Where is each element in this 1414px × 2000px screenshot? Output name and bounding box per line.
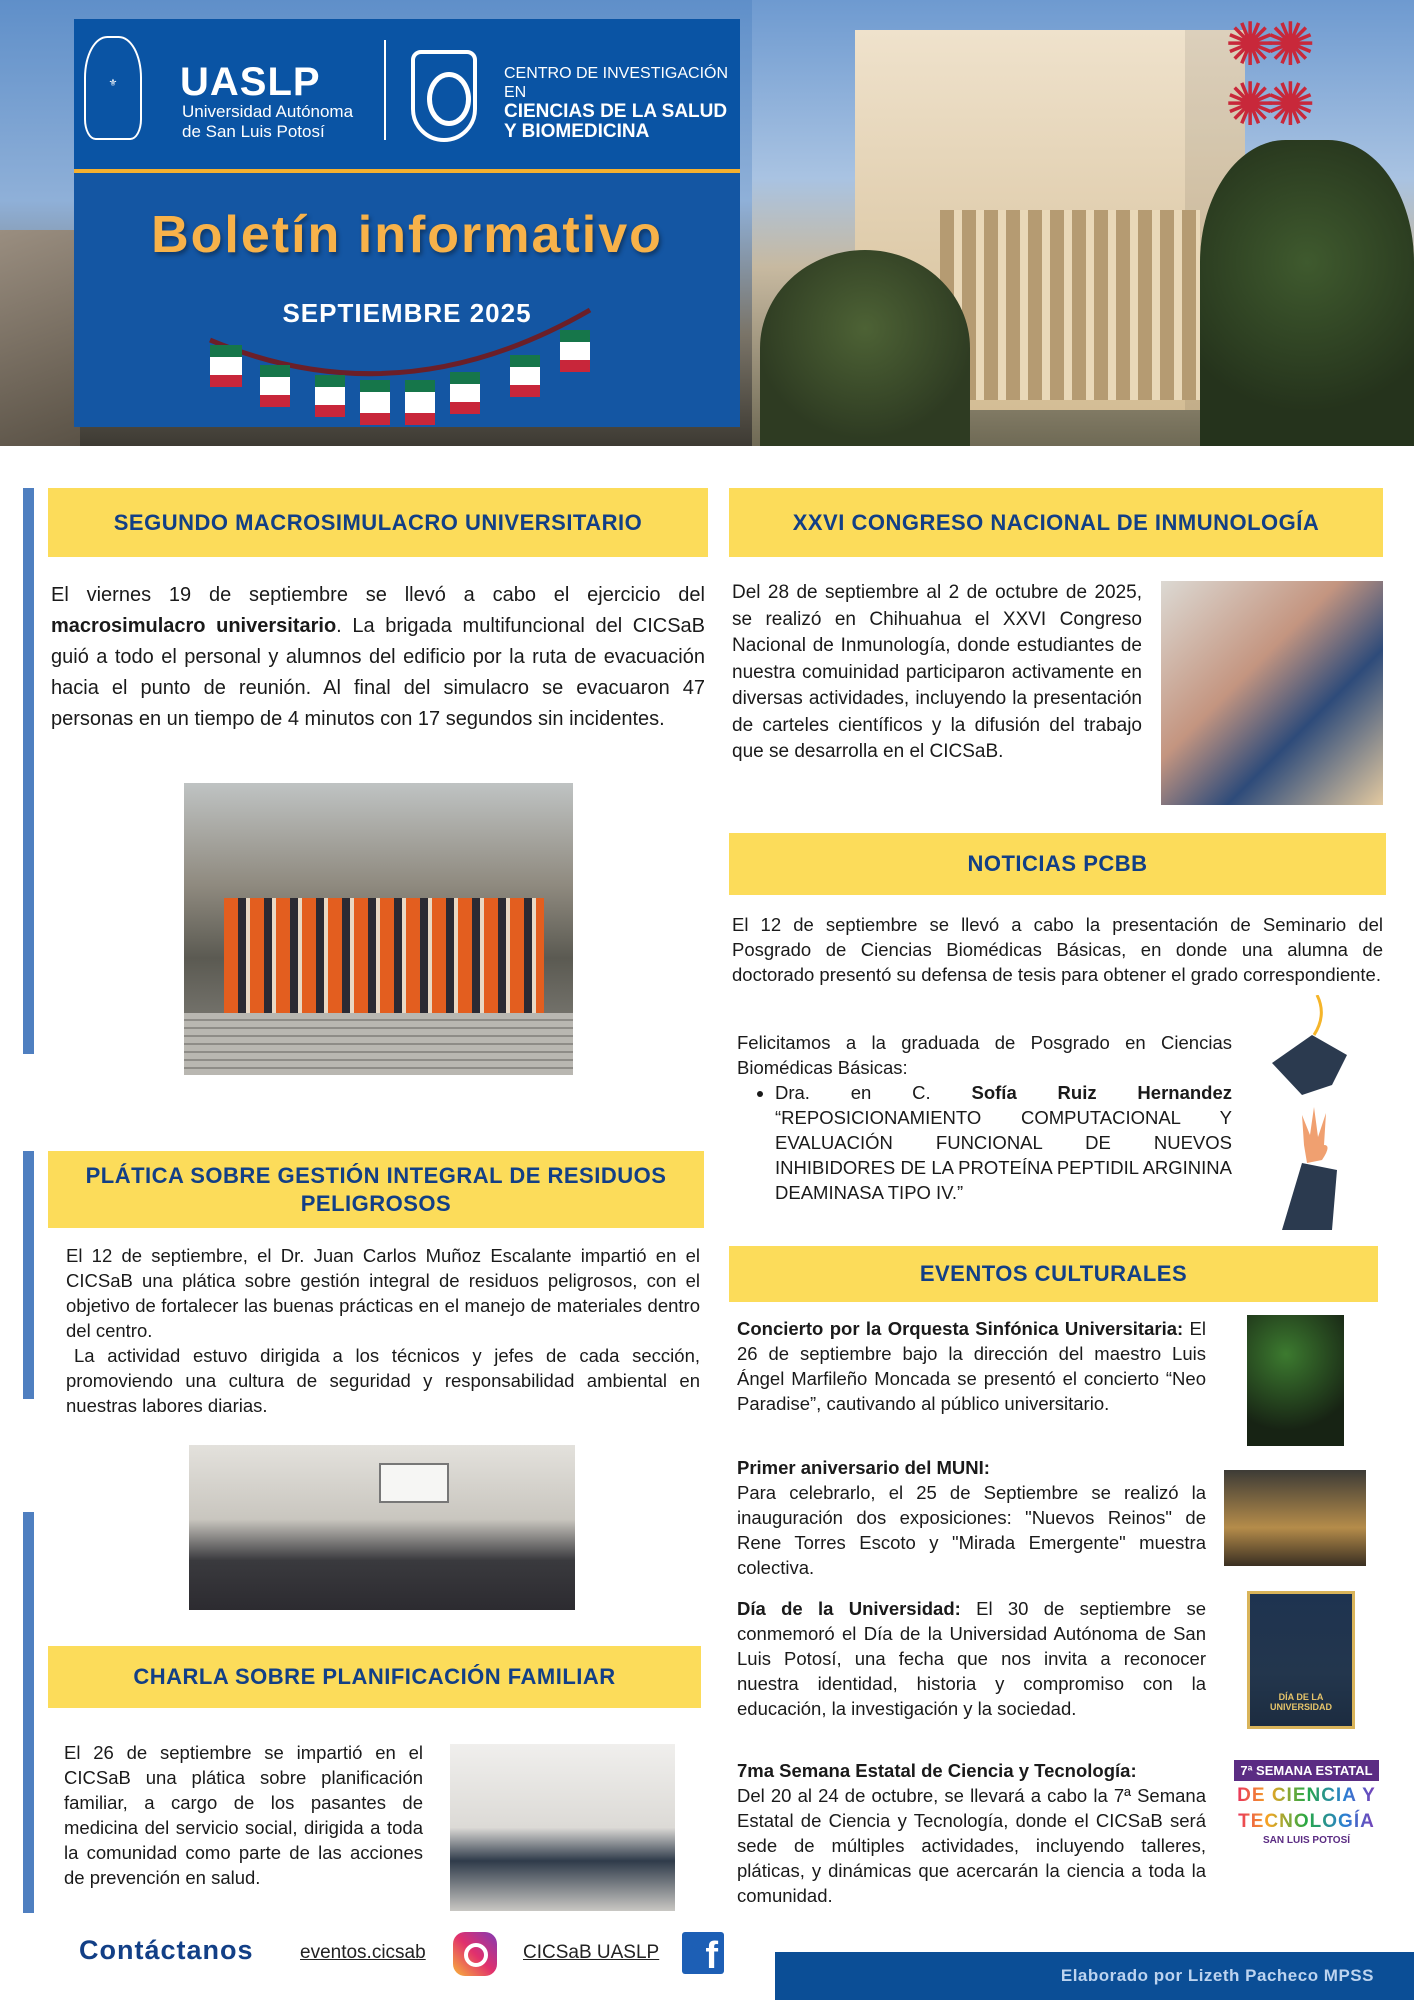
uaslp-seal-icon: ⚜: [84, 36, 142, 140]
section-accent-bar: [23, 1151, 34, 1399]
flag-icon: [510, 355, 540, 397]
residuos-text: [66, 1243, 700, 1418]
text-run: El viernes 19 de septiembre se llevó a cabo el ejercicio del: [51, 584, 705, 606]
contact-label: Contáctanos: [79, 1935, 254, 1965]
event-title: Primer aniversario del MUNI:: [737, 1457, 990, 1478]
muni-photo: [1224, 1470, 1366, 1566]
graduate-list: [775, 1080, 1232, 1205]
section-title-residuos: PLÁTICA SOBRE GESTIÓN INTEGRAL DE RESIDUOS PELIGROSOS: [48, 1151, 704, 1228]
section-accent-bar: [23, 488, 34, 1054]
poster-label: DÍA DE LA UNIVERSIDAD: [1269, 1692, 1332, 1712]
section-title-planificacion: CHARLA SOBRE PLANIFICACIÓN FAMILIAR: [48, 1646, 701, 1708]
tree: [760, 250, 970, 446]
facebook-icon[interactable]: f: [682, 1932, 724, 1974]
newsletter-title: Boletín informativo: [151, 206, 663, 264]
divider: [74, 169, 740, 173]
uaslp-sub-line: de San Luis Potosí: [182, 122, 325, 141]
semana-ciencia-logo: [1230, 1760, 1383, 1865]
text-run: Dra. en C.: [775, 1082, 972, 1103]
footer-credit: Elaborado por Lizeth Pacheco MPSS: [775, 1952, 1414, 2000]
dia-universidad-poster: [1247, 1591, 1355, 1729]
planificacion-text: El 26 de septiembre se impartió en el CICSaB una plática sobre planificación familiar, a cargo de los pasantes de medicina del servicio social, dirigida a toda la comunidad como parte de las acciones de prevención en salud.: [64, 1742, 423, 1888]
flag-icon: [560, 330, 590, 372]
pcbb-congrats: [737, 1030, 1232, 1205]
orchestra-photo: [1247, 1315, 1344, 1446]
pcbb-text: El 12 de septiembre se llevó a cabo la presentación de Seminario del Posgrado de Ciencias Biomédicas Básicas, en donde una alumna de doctorado presentó su defensa de tesis para obtener el grado correspondiente.: [732, 914, 1383, 985]
uaslp-subtitle: [182, 102, 353, 142]
event-title: Día de la Universidad:: [737, 1598, 961, 1619]
simulacro-group-photo: [184, 783, 573, 1075]
facebook-link[interactable]: CICSaB UASLP: [523, 1942, 660, 1963]
event-title: Concierto por la Orquesta Sinfónica Universitaria:: [737, 1318, 1184, 1339]
event-text: Para celebrarlo, el 25 de Septiembre se realizó la inauguración dos exposiciones: "Nuevos Reinos" de Rene Torres Escoto y "Mirada Emergente" muestra colectiva.: [737, 1482, 1206, 1578]
planificacion-photo: [450, 1744, 675, 1911]
section-title-pcbb: NOTICIAS PCBB: [729, 833, 1386, 895]
instagram-icon[interactable]: [453, 1932, 497, 1976]
cicsab-line: CENTRO DE INVESTIGACIÓN EN: [504, 65, 729, 101]
flag-icon: [405, 380, 435, 425]
instagram-link[interactable]: eventos.cicsab: [300, 1942, 426, 1963]
event-item: [737, 1758, 1206, 1908]
logo-text: DE CIENCIA Y TECNOLOGÍA: [1230, 1783, 1383, 1835]
cicsab-shield-icon: [411, 50, 477, 142]
flag-icon: [210, 345, 242, 387]
uaslp-logo-text: UASLP: [180, 60, 321, 104]
fireworks-icon: ✺✺ ✺✺: [1225, 11, 1306, 138]
graduate-item: [775, 1080, 1232, 1205]
mexican-flags-garland-icon: [200, 300, 610, 430]
simulacro-text: [51, 580, 705, 735]
building-windows: [940, 210, 1200, 400]
thesis-title: “REPOSICIONAMIENTO COMPUTACIONAL Y EVALUACIÓN FUNCIONAL DE NUEVOS INHIBIDORES DE LA PROTEÍNA PEPTIDIL ARGININA DEAMINASA TIPO IV.”: [775, 1107, 1232, 1203]
flag-icon: [315, 375, 345, 417]
paragraph: La actividad estuvo dirigida a los técnicos y jefes de cada sección, promoviendo una cultura de seguridad y responsabilidad ambiental en nuestras labores diarias.: [66, 1345, 700, 1416]
event-item: [737, 1316, 1206, 1416]
flag-icon: [260, 365, 290, 407]
logo-divider: [384, 40, 386, 140]
congreso-photo: [1161, 581, 1383, 805]
section-title-congreso: XXVI CONGRESO NACIONAL DE INMUNOLOGÍA: [729, 488, 1383, 557]
newsletter-month: SEPTIEMBRE 2025: [282, 298, 532, 328]
tree: [1200, 140, 1414, 446]
uaslp-sub-line: Universidad Autónoma: [182, 102, 354, 121]
section-accent-bar: [23, 1512, 34, 1913]
logo-text: SAN LUIS POTOSÍ: [1262, 1835, 1351, 1846]
section-title-eventos: EVENTOS CULTURALES: [729, 1246, 1378, 1302]
event-text: El 26 de septiembre bajo la dirección del maestro Luis Ángel Marfileño Moncada se presentó el concierto “Neo Paradise”, cautivando al público universitario.: [737, 1318, 1206, 1414]
section-title-simulacro: SEGUNDO MACROSIMULACRO UNIVERSITARIO: [48, 488, 708, 557]
cicsab-name: [504, 64, 739, 142]
congrats-text: Felicitamos a la graduada de Posgrado en Ciencias Biomédicas Básicas:: [737, 1032, 1232, 1078]
text-run: . La brigada multifuncional del CICSaB guió a todo el personal y alumnos del edificio por la ruta de evacuación hacia el punto de reunión. Al final del simulacro se evacuaron 47 personas en un tiempo de 4 minutos con 17 segundos sin incidentes.: [51, 615, 705, 730]
event-text: Del 20 al 24 de octubre, se llevará a cabo la 7ª Semana Estatal de Ciencia y Tecnología, donde el CICSaB será sede de múltiples actividades, incluyendo talleres, pláticas, y dinámicas que acercarán la ciencia a toda la comunidad.: [737, 1785, 1206, 1906]
event-text: El 30 de septiembre se conmemoró el Día de la Universidad Autónoma de San Luis Potosí, una fecha que nos invita a reconocer nuestra identidad, historia y compromiso con la educación, la investigación y la sociedad.: [737, 1598, 1206, 1719]
flag-icon: [360, 380, 390, 425]
graduation-cap-hand-icon: [1262, 995, 1362, 1230]
residuos-talk-photo: [189, 1445, 575, 1610]
event-item: [737, 1455, 1206, 1580]
paragraph: El 12 de septiembre, el Dr. Juan Carlos Muñoz Escalante impartió en el CICSaB una plática sobre gestión integral de residuos peligrosos, con el objetivo de fortalecer las buenas prácticas en el manejo de materiales dentro del centro.: [66, 1245, 700, 1341]
text-bold: macrosimulacro universitario: [51, 615, 337, 637]
building-photo-left: [0, 230, 80, 446]
event-item: [737, 1596, 1206, 1721]
cicsab-line: Y BIOMEDICINA: [504, 121, 650, 142]
logo-text: 7ª SEMANA ESTATAL: [1234, 1760, 1378, 1781]
graduate-name: Sofía Ruiz Hernandez: [971, 1082, 1232, 1103]
congreso-text: Del 28 de septiembre al 2 de octubre de 2025, se realizó en Chihuahua el XXVI Congreso Nacional de Inmunología, donde estudiantes de nuestra comuinidad participaron activamente en diversas actividades, incluyendo la presentación de carteles científicos y la difusión del trabajo que se desarrolla en el CICSaB.: [732, 582, 1142, 762]
cicsab-line: CIENCIAS DE LA SALUD: [504, 101, 728, 122]
event-title: 7ma Semana Estatal de Ciencia y Tecnología:: [737, 1760, 1137, 1781]
flag-icon: [450, 372, 480, 414]
